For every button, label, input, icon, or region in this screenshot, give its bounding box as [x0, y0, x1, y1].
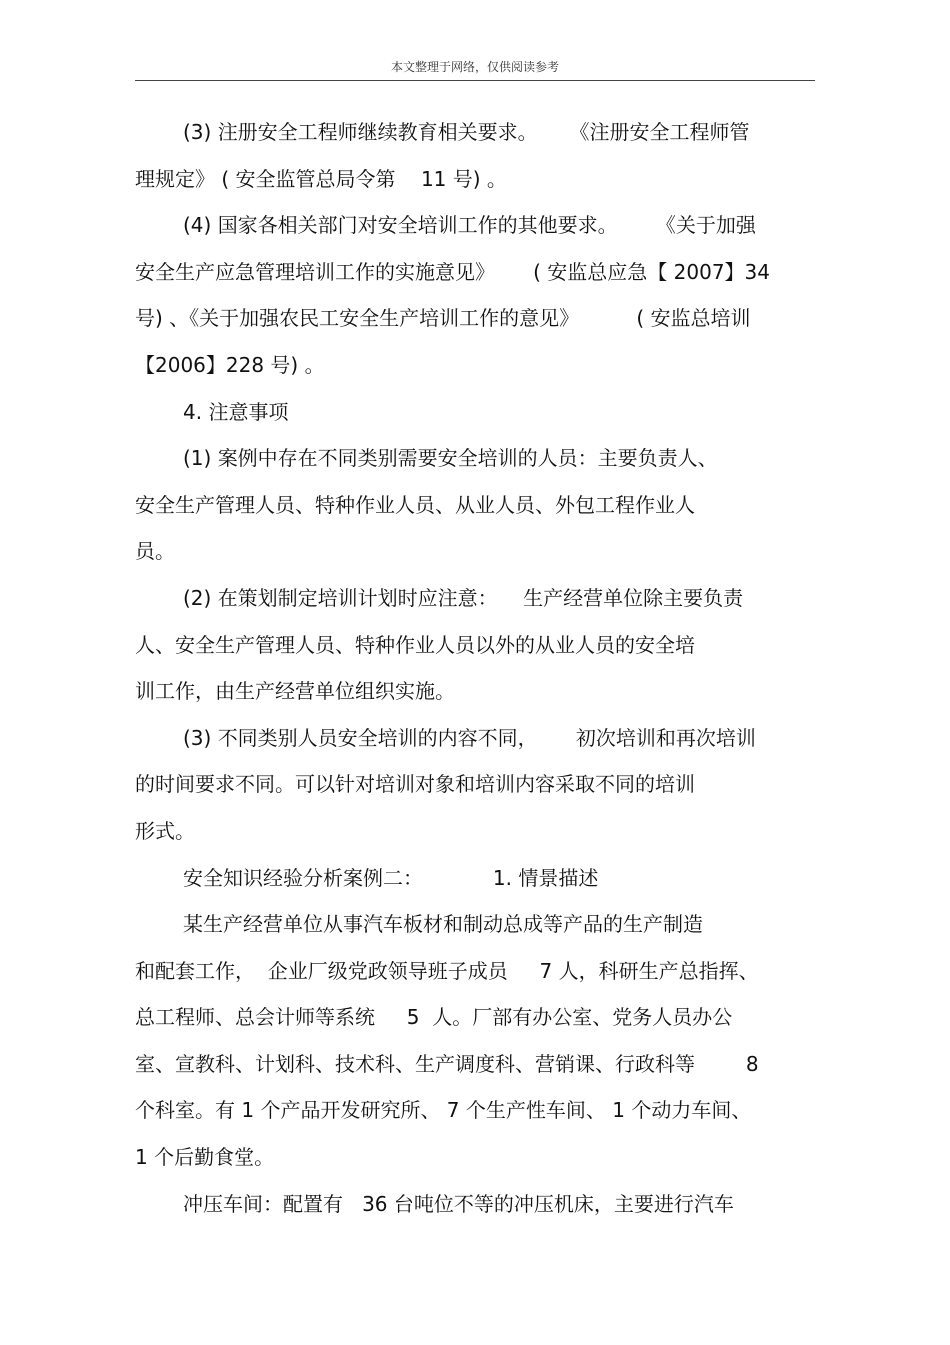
text-line: 训工作，由生产经营单位组织实施。 [135, 679, 455, 704]
text-line: (1) 案例中存在不同类别需要安全培训的人员：主要负责人、 [183, 446, 718, 471]
text-line: 形式。 [135, 818, 195, 843]
text-line: 的时间要求不同。可以针对培训对象和培训内容采取不同的培训 [135, 772, 695, 797]
document-body [135, 109, 817, 1227]
text-line: 某生产经营单位从事汽车板材和制动总成等产品的生产制造 [183, 912, 703, 937]
text-line: 4. 注意事项 [183, 399, 289, 424]
text-line: 人、安全生产管理人员、特种作业人员以外的从业人员的安全培 [135, 632, 695, 657]
text-line: 总工程师、总会计师等系统 5 人。厂部有办公室、党务人员办公 [135, 1005, 733, 1030]
text-line: 1 个后勤食堂。 [135, 1145, 275, 1170]
header-divider [135, 80, 815, 81]
text-line: 安全生产管理人员、特种作业人员、从业人员、外包工程作业人 [135, 492, 695, 517]
text-line: 【2006】228 号) 。 [135, 352, 325, 377]
text-line: 冲压车间：配置有 36 台吨位不等的冲压机床，主要进行汽车 [183, 1191, 734, 1216]
text-line: 安全生产应急管理培训工作的实施意见》 ( 安监总应急【 2007】34 [135, 259, 771, 284]
text-line: 号) 、《关于加强农民工安全生产培训工作的意见》 ( 安监总培训 [135, 306, 751, 331]
text-line: (3) 注册安全工程师继续教育相关要求。 《注册安全工程师管 [183, 120, 750, 144]
text-line: 和配套工作， 企业厂级党政领导班子成员 7 人，科研生产总指挥、 [135, 958, 759, 983]
text-line: (3) 不同类别人员安全培训的内容不同， 初次培训和再次培训 [183, 725, 756, 750]
text-line: 个科室。有 1 个产品开发研究所、 7 个生产性车间、 1 个动力车间、 [135, 1098, 752, 1123]
text-line: (4) 国家各相关部门对安全培训工作的其他要求。 《关于加强 [183, 213, 756, 238]
text-line: 室、宣教科、计划科、技术科、生产调度科、营销课、行政科等 8 [135, 1051, 759, 1076]
text-line: 员。 [135, 539, 175, 564]
text-line: (2) 在策划制定培训计划时应注意： 生产经营单位除主要负责 [183, 585, 744, 610]
text-line: 理规定》 ( 安全监管总局令第 11 号) 。 [135, 166, 507, 191]
page-header: 本文整理于网络，仅供阅读参考 [390, 60, 559, 74]
text-line: 安全知识经验分析案例二： 1. 情景描述 [183, 865, 599, 890]
